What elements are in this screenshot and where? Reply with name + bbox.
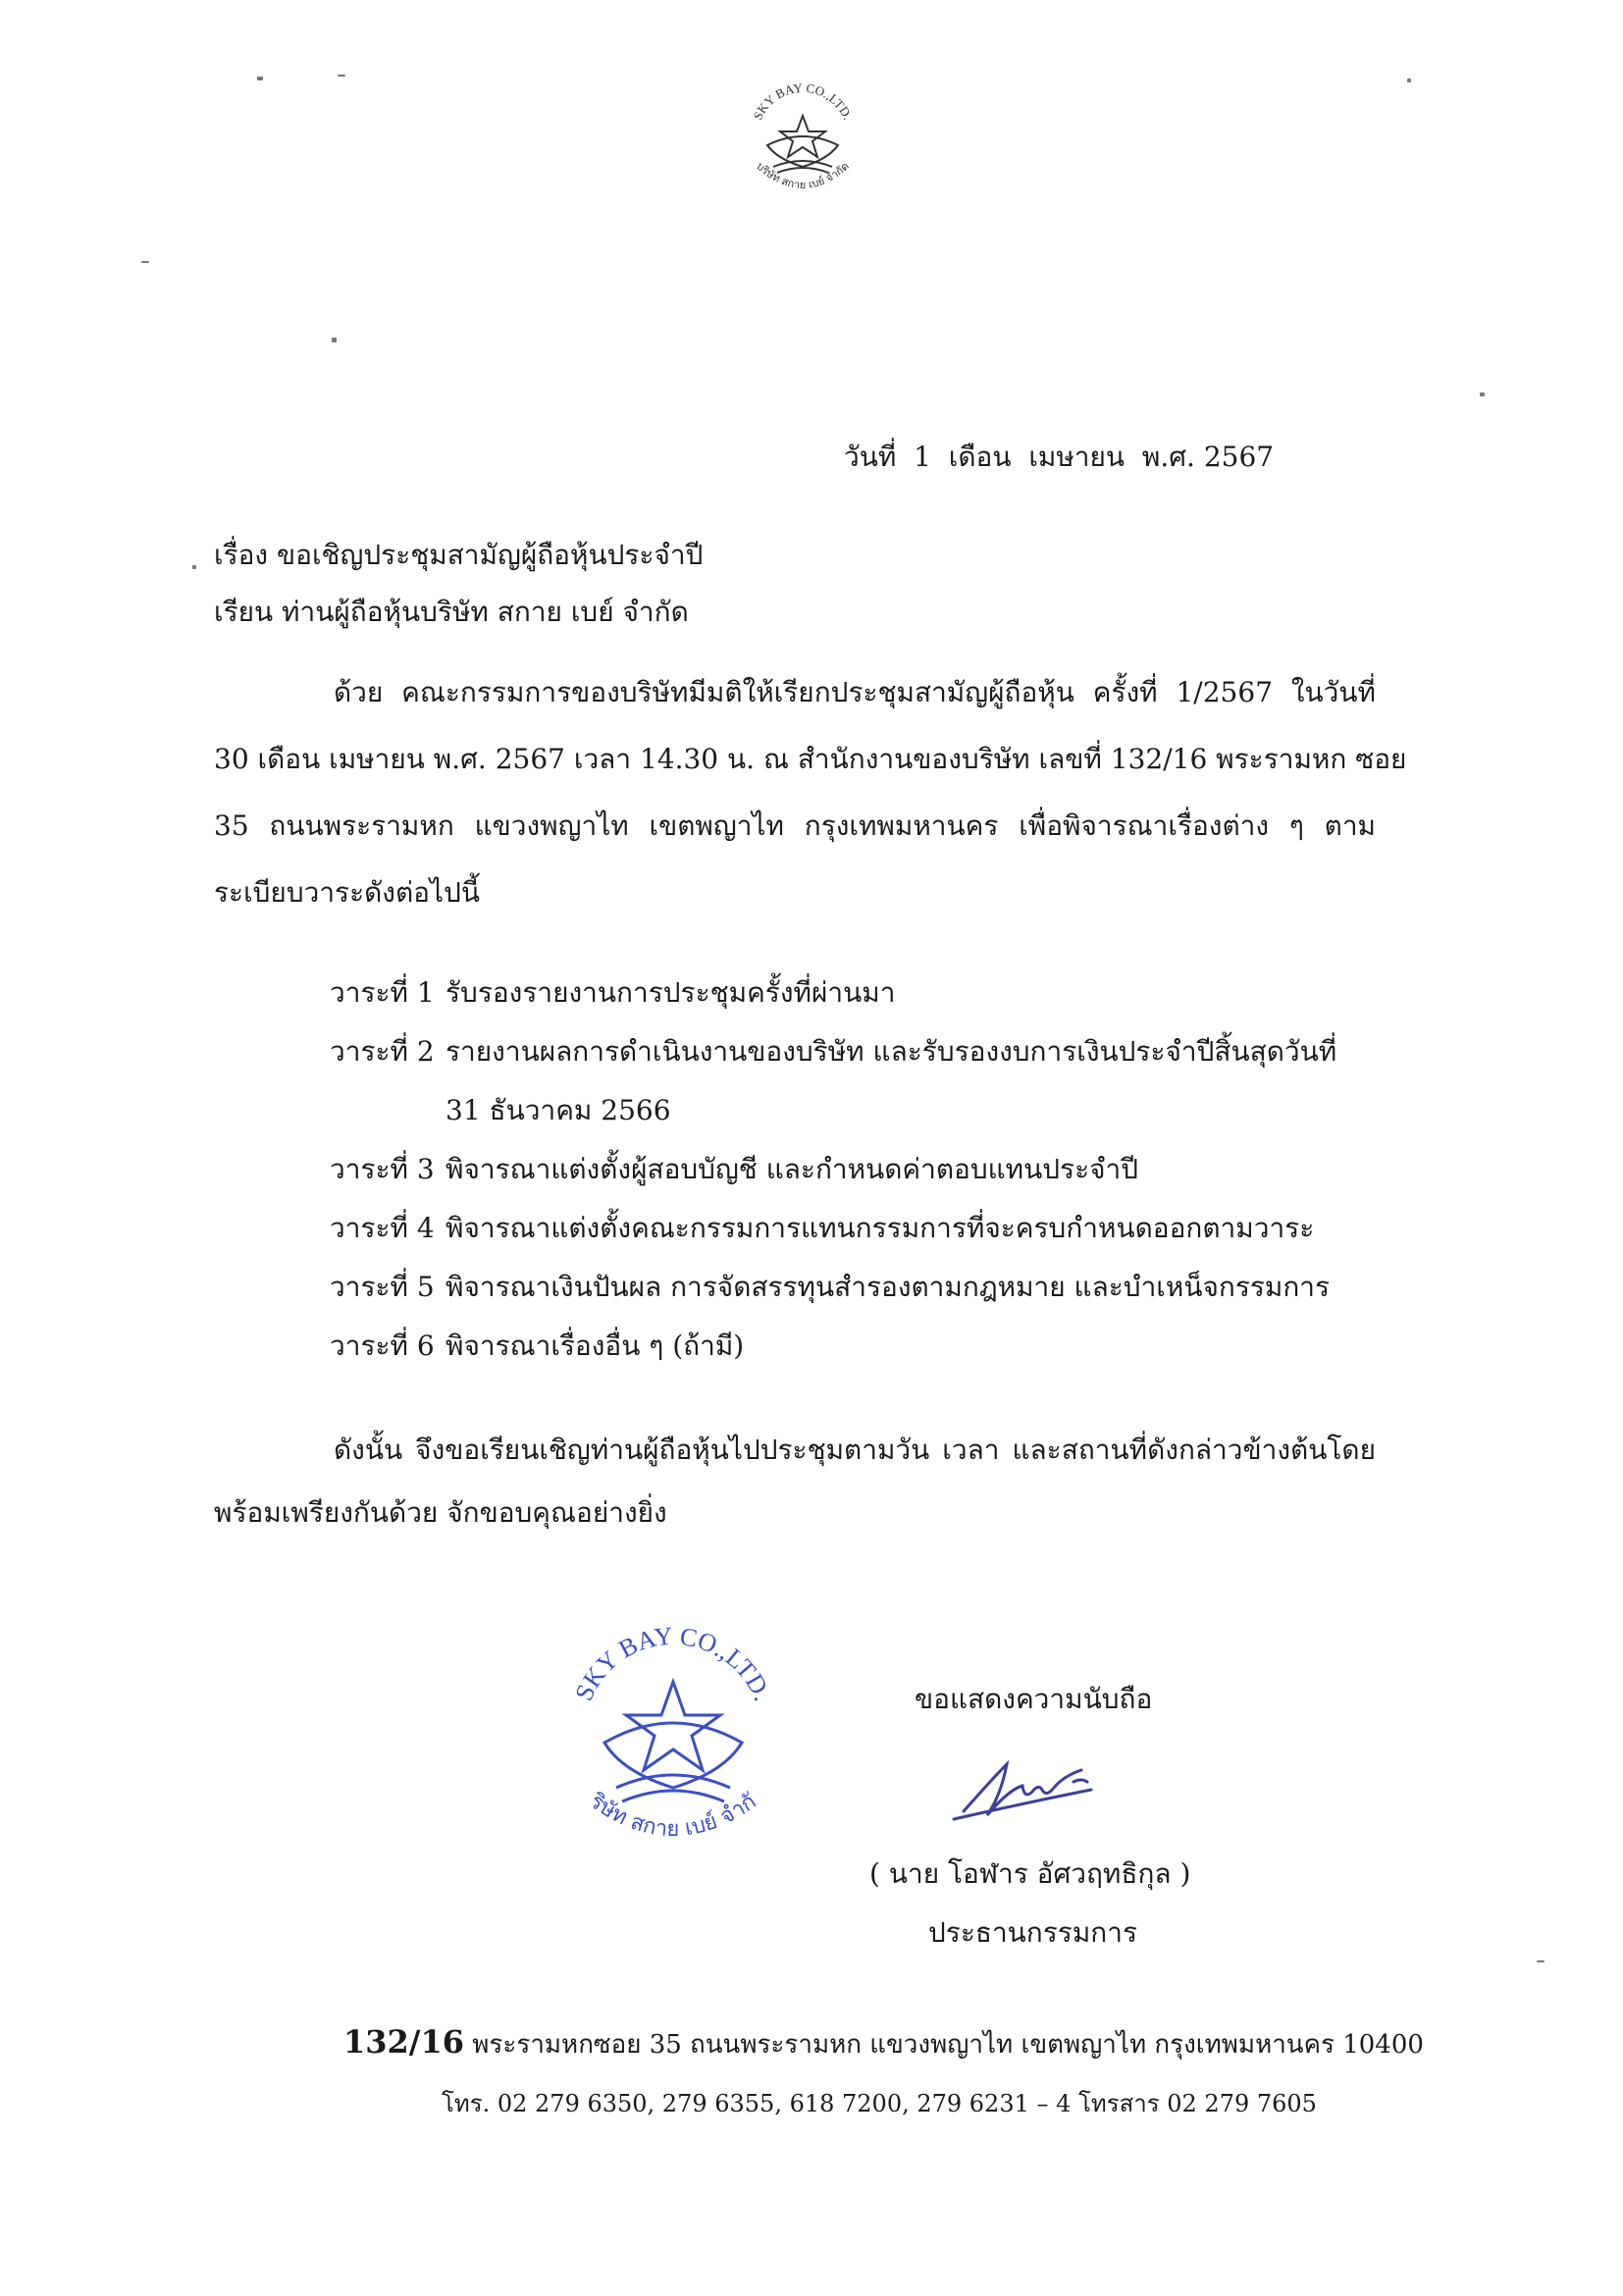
scan-speck [141, 261, 149, 263]
agenda-list [330, 964, 1389, 1376]
logo-text-bottom: บริษัท สกาย เบย์ จำกัด [754, 159, 852, 192]
date-month-label: เดือน [948, 441, 1012, 473]
agenda-item [330, 1258, 1389, 1317]
intro-line: 30 เดือน เมษายน พ.ศ. 2567 เวลา 14.30 น. ณ สำนักงานของบริษัท เลขที่ 132/16 พระรามหก ซอย [214, 743, 1407, 775]
company-stamp [546, 1605, 801, 1860]
agenda-text: พิจารณาเรื่องอื่น ๆ (ถ้ามี) [445, 1330, 745, 1362]
agenda-number: วาระที่ 4 [330, 1212, 435, 1244]
closing-paragraph [214, 1419, 1376, 1544]
scan-speck [257, 77, 263, 80]
agenda-item [330, 1199, 1389, 1258]
letter-date [844, 438, 1274, 477]
stamp-text-bottom: ริษัท สกาย เบย์ จำกั [585, 1789, 761, 1843]
company-logo [734, 77, 871, 204]
agenda-text: พิจารณาแต่งตั้งผู้สอบบัญชี และกำหนดค่าตอบแทนประจำปี [445, 1153, 1139, 1185]
sign-off: ขอแสดงความนับถือ [915, 1683, 1153, 1715]
agenda-text: รายงานผลการดำเนินงานของบริษัท และรับรองงบการเงินประจำปีสิ้นสุดวันที่ [445, 1035, 1337, 1068]
intro-paragraph [214, 659, 1407, 926]
footer-phone: โทร. 02 279 6350, 279 6355, 618 7200, 279 6231 – 4 โทรสาร 02 279 7605 [442, 2090, 1317, 2117]
agenda-text: พิจารณาเงินปันผล การจัดสรรทุนสำรองตามกฎหมาย และบำเหน็จกรรมการ [445, 1271, 1331, 1303]
closing-line: ดังนั้น จึงขอเรียนเชิญท่านผู้ถือหุ้นไปประชุมตามวัน เวลา และสถานที่ดังกล่าวข้างต้นโดย [334, 1434, 1376, 1466]
closing-line: พร้อมเพรียงกันด้วย จักขอบคุณอย่างยิ่ง [214, 1496, 667, 1529]
letter-subject: เรื่อง ขอเชิญประชุมสามัญผู้ถือหุ้นประจำปี [214, 539, 704, 571]
agenda-number: วาระที่ 1 [330, 976, 435, 1009]
letter-recipient: เรียน ท่านผู้ถือหุ้นบริษัท สกาย เบย์ จำกัด [214, 596, 689, 628]
scan-speck [338, 75, 345, 77]
date-year-label: พ.ศ. [1141, 441, 1195, 473]
scan-speck [332, 338, 337, 342]
footer-address-number: 132/16 [343, 2023, 465, 2061]
intro-line: 35 ถนนพระรามหก แขวงพญาไท เขตพญาไท กรุงเทพมหานคร เพื่อพิจารณาเรื่องต่าง ๆ ตาม [214, 809, 1376, 842]
logo-text-top: SKY BAY CO.,LTD. [750, 79, 856, 123]
intro-line: ระเบียบวาระดังต่อไปนี้ [214, 876, 480, 909]
date-day: 1 [914, 441, 931, 473]
intro-line: ด้วย คณะกรรมการของบริษัทมีมติให้เรียกประชุมสามัญผู้ถือหุ้น ครั้งที่ 1/2567 ในวันที่ [334, 676, 1376, 708]
stamp-text-top: SKY BAY CO.,LTD. [569, 1621, 777, 1705]
svg-text:บริษัท สกาย เบย์ จำกัด [754, 160, 851, 191]
date-day-label: วันที่ [844, 441, 897, 473]
date-year: 2567 [1203, 441, 1275, 473]
agenda-number: วาระที่ 2 [330, 1035, 435, 1068]
agenda-continuation: 31 ธันวาคม 2566 [445, 1094, 671, 1126]
signer-title: ประธานกรรมการ [928, 1916, 1138, 1949]
svg-text:SKY BAY CO.,LTD. [569, 1622, 777, 1705]
agenda-text: รับรองรายงานการประชุมครั้งที่ผ่านมา [445, 976, 896, 1009]
agenda-number: วาระที่ 6 [330, 1330, 435, 1362]
scan-speck [1537, 1960, 1544, 1962]
agenda-number: วาระที่ 5 [330, 1271, 435, 1303]
scan-speck [192, 565, 196, 569]
date-month: เมษายน [1028, 441, 1126, 473]
handwritten-signature [944, 1747, 1121, 1835]
footer-address [343, 2023, 1424, 2064]
agenda-item [330, 1317, 1389, 1376]
footer-address-text: พระรามหกซอย 35 ถนนพระรามหก แขวงพญาไท เขตพญาไท กรุงเทพมหานคร 10400 [472, 2030, 1424, 2060]
scan-speck [1407, 78, 1411, 82]
agenda-item [330, 964, 1389, 1022]
agenda-text: พิจารณาแต่งตั้งคณะกรรมการแทนกรรมการที่จะครบกำหนดออกตามวาระ [445, 1212, 1315, 1244]
agenda-item [330, 1022, 1389, 1081]
scan-speck [1480, 392, 1485, 396]
agenda-item [330, 1140, 1389, 1199]
agenda-number: วาระที่ 3 [330, 1153, 435, 1185]
signer-name: ( นาย โอฬาร อัศวฤทธิกุล ) [869, 1857, 1191, 1890]
